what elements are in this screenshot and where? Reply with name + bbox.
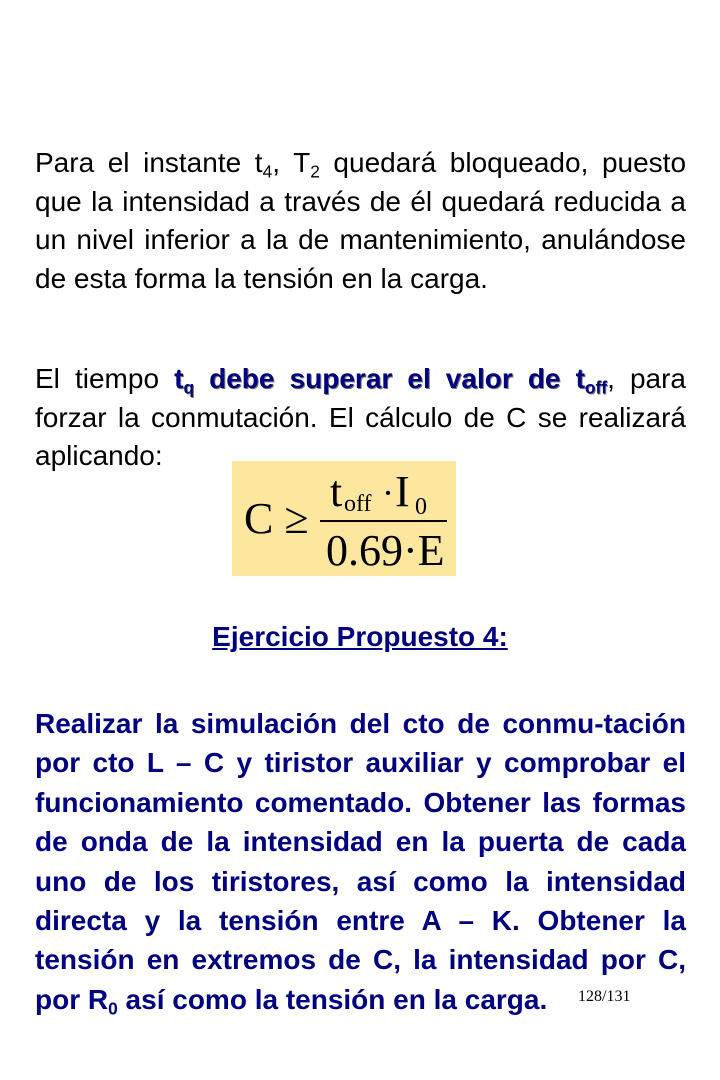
p2-hl-a: t — [174, 363, 184, 394]
p2-highlight — [174, 363, 608, 398]
paragraph-t4-blocking — [35, 144, 686, 298]
exercise-text-a: Realizar la simulación del cto de conmu-tación por cto L – C y tiristor auxiliar y comprobar el funcionamiento comentado. Obtener las formas de onda de la intensidad en la puerta de cada uno de los tiristores, así como la intensidad directa y la tensión entre A – K. Obtener la tensión en extremos de C, la intensidad por C, por R — [35, 708, 686, 1015]
page-number: 128/131 — [578, 988, 631, 1005]
p2-sub-a: q — [183, 377, 195, 398]
p2-sub-b: off — [584, 377, 608, 398]
formula-den: 0.69·E — [326, 526, 445, 575]
formula-num-t: t — [330, 467, 343, 516]
p1-sub-a: 4 — [262, 161, 273, 182]
formula-lhs: C ≥ — [244, 494, 309, 543]
p1-sub-b: 2 — [310, 161, 320, 182]
formula-box — [232, 461, 456, 576]
paragraph-tq-condition — [35, 360, 686, 476]
p2-text-a: El tiempo — [35, 363, 175, 394]
p1-text-c: quedará bloqueado, puesto que la intensidad a través de él quedará reducida a un nivel inferior a la de mantenimiento, anulándose de esta forma la tensión en la carga. — [35, 147, 687, 294]
p2-text-b: , para forzar la conmutación. El cálculo de C se realizará aplicando: — [35, 363, 686, 471]
exercise-title: Ejercicio Propuesto 4: — [212, 621, 508, 652]
exercise-text — [35, 704, 686, 1019]
exercise-sub-a: 0 — [108, 998, 118, 1019]
formula-num-t-sub: off — [344, 491, 372, 517]
p2-hl-b: debe superar el valor de t — [194, 363, 585, 394]
p1-text-b: , T — [272, 147, 311, 178]
formula-num-i-sub: 0 — [415, 494, 427, 520]
formula-num-dot: · — [382, 473, 394, 513]
formula-num-i: I — [395, 467, 410, 516]
p1-text-a: Para el instante t — [35, 147, 263, 178]
exercise-text-b: así como la tensión en la carga. — [117, 983, 548, 1015]
capacitor-formula — [232, 461, 456, 576]
